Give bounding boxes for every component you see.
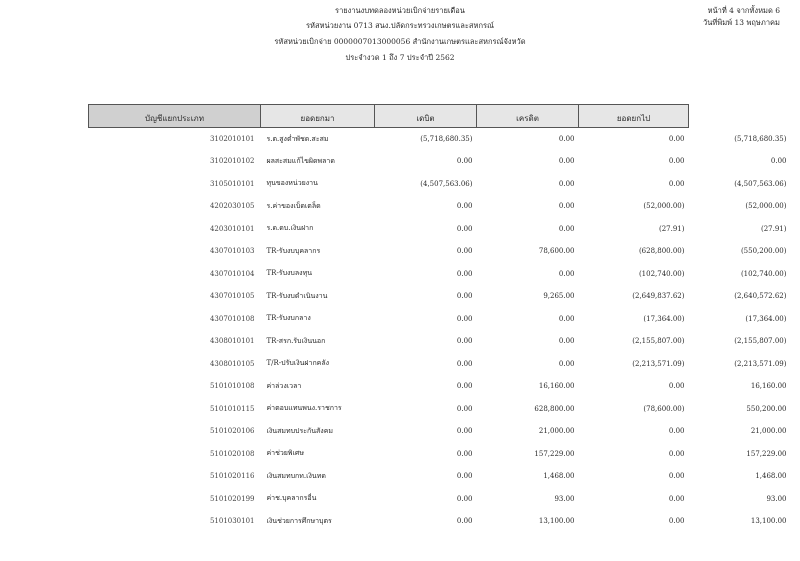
- credit-cell: (628,800.00): [638, 247, 685, 256]
- brought-forward-cell: 0.00: [456, 382, 473, 391]
- account-name: T/R-ปรับเงินฝากคลัง: [266, 359, 330, 368]
- table-row: [89, 285, 795, 308]
- account-code: 5101020108: [209, 449, 255, 458]
- account-name: ร.ด.ดบ.เงินฝาก: [266, 224, 314, 233]
- carried-forward-cell: (5,718,680.35): [734, 134, 787, 143]
- table-row: [89, 128, 795, 151]
- debit-cell: 0.00: [558, 314, 575, 323]
- carried-forward-cell: 0.00: [770, 157, 787, 166]
- table-row: [89, 375, 795, 398]
- account-name: TR-สรก.รับเงินนอก: [266, 336, 326, 345]
- account-code: 5101010115: [209, 404, 255, 413]
- credit-cell: 0.00: [668, 382, 685, 391]
- carried-forward-cell: 1,468.00: [755, 472, 787, 481]
- table-row: [89, 353, 795, 376]
- carried-forward-cell: 93.00: [766, 494, 787, 503]
- table-row: [89, 465, 795, 488]
- account-name: ค่าล่วงเวลา: [266, 381, 302, 390]
- brought-forward-cell: 0.00: [456, 449, 473, 458]
- disbursement-unit-line: รหัสหน่วยเบิกจ่าย 0000007013000056 สำนักงานเกษตรและสหกรณ์จังหวัด: [274, 37, 526, 46]
- credit-cell: (2,649,837.62): [632, 292, 685, 301]
- carried-forward-cell: (550,200.00): [740, 247, 787, 256]
- account-name: เงินช่วยการศึกษาบุตร: [266, 516, 332, 525]
- debit-cell: 0.00: [558, 202, 575, 211]
- brought-forward-cell: 0.00: [456, 427, 473, 436]
- carried-forward-cell: 16,160.00: [750, 382, 787, 391]
- debit-cell: 93.00: [554, 494, 575, 503]
- account-name: TR-รับงบดำเนินงาน: [266, 291, 328, 300]
- carried-forward-cell: (2,213,571.09): [734, 359, 787, 368]
- credit-cell: (52,000.00): [643, 202, 685, 211]
- credit-cell: (2,213,571.09): [632, 359, 685, 368]
- brought-forward-cell: 0.00: [456, 472, 473, 481]
- brought-forward-cell: 0.00: [456, 359, 473, 368]
- account-name: ร.ต.สูงต่ำพัชด.สะสม: [266, 134, 329, 143]
- brought-forward-cell: 0.00: [456, 517, 473, 526]
- credit-cell: (78,600.00): [643, 404, 685, 413]
- account-code: 4308010101: [209, 337, 255, 346]
- brought-forward-cell: 0.00: [456, 157, 473, 166]
- table-row: [89, 420, 795, 443]
- account-name: ร.ค่าของเบ็ดเตล็ด: [266, 201, 321, 210]
- account-code: 5101010108: [209, 382, 255, 391]
- brought-forward-cell: 0.00: [456, 269, 473, 278]
- carried-forward-cell: 550,200.00: [746, 404, 787, 413]
- account-code: 4307010105: [209, 292, 255, 301]
- account-code: 3102010102: [209, 157, 255, 166]
- debit-cell: 157,229.00: [534, 449, 575, 458]
- carried-forward-cell: (4,507,563.06): [734, 179, 787, 188]
- agency-line: รหัสหน่วยงาน 0713 สนง.ปลัดกระทรวงเกษตรและสหกรณ์: [306, 21, 494, 30]
- account-code: 4307010103: [209, 247, 255, 256]
- trial-balance-table: [88, 104, 795, 533]
- brought-forward-cell: 0.00: [456, 224, 473, 233]
- debit-cell: 0.00: [558, 269, 575, 278]
- carried-forward-cell: (27.91): [760, 224, 787, 233]
- carried-forward-cell: (17,364.00): [745, 314, 787, 323]
- account-name: เงินสมทบประกันสังคม: [266, 426, 334, 435]
- account-name: ค่าตอบแทนพนง.ราชการ: [266, 404, 342, 413]
- brought-forward-cell: 0.00: [456, 202, 473, 211]
- table-row: [89, 195, 795, 218]
- credit-cell: (27.91): [658, 224, 685, 233]
- table-row: [89, 150, 795, 173]
- account-code: 5101030101: [209, 517, 255, 526]
- brought-forward-cell: 0.00: [456, 314, 473, 323]
- account-name: เงินสมทบกท.เงินทด: [266, 471, 326, 480]
- account-name: ผลสะสมแก้ไขผิดพลาด: [266, 156, 335, 165]
- account-code: 3105010101: [209, 179, 255, 188]
- table-body: [89, 128, 795, 533]
- carried-forward-cell: 13,100.00: [750, 517, 787, 526]
- debit-cell: 0.00: [558, 179, 575, 188]
- account-code: 5101020106: [209, 427, 255, 436]
- table-row: [89, 218, 795, 241]
- report-title: รายงานงบทดลองหน่วยเบิกจ่ายรายเดือน: [335, 6, 465, 15]
- column-header-carried-forward: ยอดยกไป: [579, 105, 689, 128]
- account-code: 4203010101: [209, 224, 255, 233]
- brought-forward-cell: 0.00: [456, 404, 473, 413]
- credit-cell: (17,364.00): [643, 314, 685, 323]
- page-number: หน้าที่ 4 จากทั้งหมด 6: [707, 6, 780, 15]
- debit-cell: 0.00: [558, 359, 575, 368]
- table-row: [89, 308, 795, 331]
- account-code: 5101020116: [209, 472, 255, 481]
- column-header-account: บัญชีแยกประเภท: [89, 105, 261, 128]
- table-row: [89, 240, 795, 263]
- brought-forward-cell: (4,507,563.06): [420, 179, 473, 188]
- debit-cell: 9,265.00: [543, 292, 575, 301]
- table-row: [89, 510, 795, 533]
- debit-cell: 21,000.00: [538, 427, 575, 436]
- account-code: 3102010101: [209, 135, 255, 143]
- carried-forward-cell: (102,740.00): [740, 269, 787, 278]
- column-header-debit: เดบิต: [375, 105, 477, 128]
- carried-forward-cell: (2,640,572.62): [734, 292, 787, 301]
- column-header-credit: เครดิต: [477, 105, 579, 128]
- debit-cell: 13,100.00: [538, 517, 575, 526]
- account-code: 4202030105: [209, 202, 255, 211]
- brought-forward-cell: 0.00: [456, 494, 473, 503]
- brought-forward-cell: 0.00: [456, 247, 473, 256]
- carried-forward-cell: (2,155,807.00): [734, 337, 787, 346]
- brought-forward-cell: 0.00: [456, 292, 473, 301]
- credit-cell: 0.00: [668, 494, 685, 503]
- credit-cell: 0.00: [668, 157, 685, 166]
- credit-cell: 0.00: [668, 427, 685, 436]
- table-header-row: [89, 105, 795, 128]
- debit-cell: 1,468.00: [543, 472, 575, 481]
- debit-cell: 0.00: [558, 135, 575, 143]
- column-header-brought-forward: ยอดยกมา: [261, 105, 375, 128]
- credit-cell: 0.00: [668, 449, 685, 458]
- carried-forward-cell: 157,229.00: [746, 449, 787, 458]
- table-row: [89, 263, 795, 286]
- credit-cell: 0.00: [668, 135, 685, 143]
- carried-forward-cell: 21,000.00: [750, 427, 787, 436]
- account-name: ค่าช่วยพิเศษ: [266, 449, 304, 458]
- account-code: 4307010104: [209, 269, 255, 278]
- account-name: ทุนของหน่วยงาน: [266, 179, 318, 188]
- account-name: TR-รับงบลงทุน: [266, 269, 312, 278]
- brought-forward-cell: 0.00: [456, 337, 473, 346]
- credit-cell: (102,740.00): [638, 269, 685, 278]
- account-name: TR-รับงบบุคลากร: [266, 246, 321, 255]
- credit-cell: 0.00: [668, 472, 685, 481]
- debit-cell: 0.00: [558, 337, 575, 346]
- account-name: TR-รับงบกลาง: [266, 314, 311, 323]
- carried-forward-cell: (52,000.00): [745, 202, 787, 211]
- table-row: [89, 488, 795, 511]
- account-code: 4308010105: [209, 359, 255, 368]
- credit-cell: 0.00: [668, 517, 685, 526]
- credit-cell: 0.00: [668, 179, 685, 188]
- debit-cell: 16,160.00: [538, 382, 575, 391]
- debit-cell: 0.00: [558, 157, 575, 166]
- account-name: ค่าช.บุคลากรอื่น: [266, 494, 317, 503]
- table-row: [89, 173, 795, 196]
- brought-forward-cell: (5,718,680.35): [420, 135, 473, 143]
- debit-cell: 0.00: [558, 224, 575, 233]
- debit-cell: 628,800.00: [534, 404, 575, 413]
- credit-cell: (2,155,807.00): [632, 337, 685, 346]
- table-row: [89, 398, 795, 421]
- account-code: 5101020199: [209, 494, 255, 503]
- account-code: 4307010108: [209, 314, 255, 323]
- table-row: [89, 330, 795, 353]
- debit-cell: 78,600.00: [538, 247, 575, 256]
- table-row: [89, 443, 795, 466]
- print-date: วันที่พิมพ์ 13 พฤษภาคม: [703, 18, 780, 27]
- period-line: ประจำงวด 1 ถึง 7 ประจำปี 2562: [345, 53, 455, 62]
